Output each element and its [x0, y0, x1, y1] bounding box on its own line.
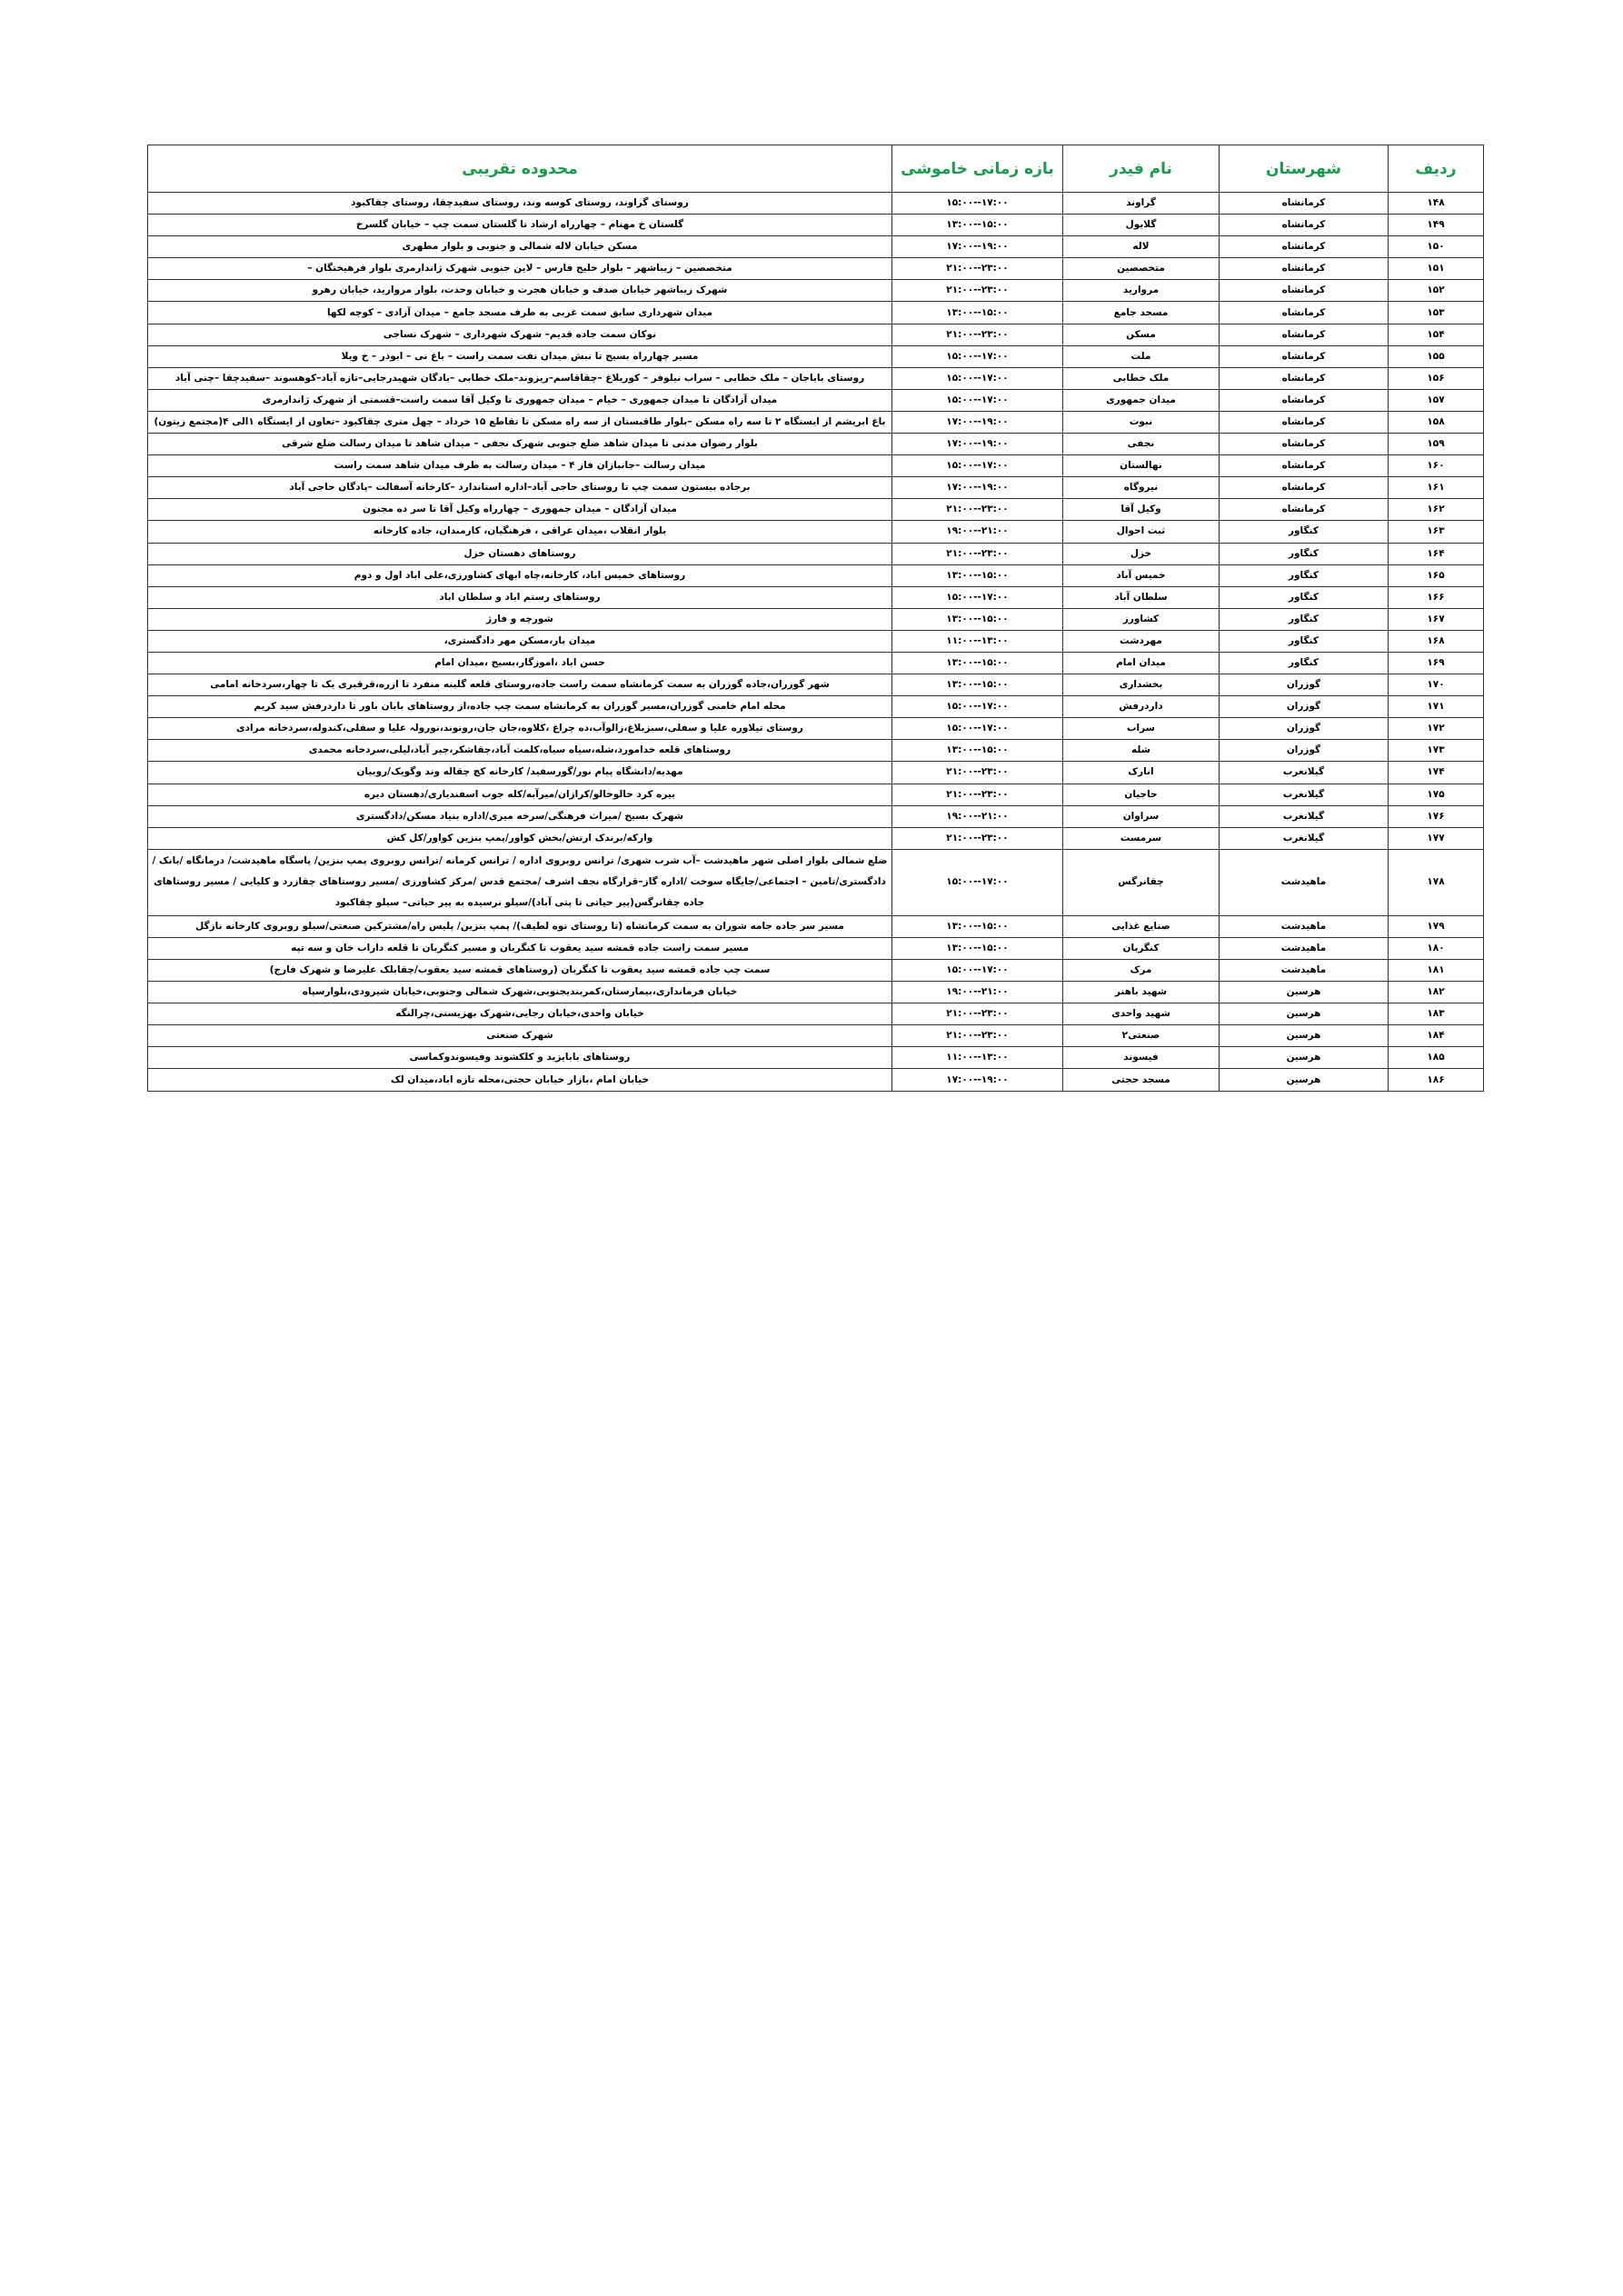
table-row: [148, 937, 1484, 959]
row-number-cell: ۱۶۶: [1389, 586, 1484, 608]
area-cell: روستای گراوند، روستای کوسه وند، روستای سفیدچقا، روستای چقاکبود: [148, 193, 892, 215]
area-cell: خیابان امام ،بازار خیابان حجتی،محله تازه اباد،میدان لک: [148, 1069, 892, 1091]
time-window-cell: ۲۱:۰۰--۲۳:۰۰: [892, 324, 1063, 345]
table-row: [148, 630, 1484, 652]
row-number-cell: ۱۷۴: [1389, 762, 1484, 784]
time-window-cell: ۲۱:۰۰--۲۳:۰۰: [892, 258, 1063, 280]
table-row: [148, 718, 1484, 740]
row-number-cell: ۱۸۴: [1389, 1025, 1484, 1047]
area-cell: بلوار انقلاب ،میدان عراقی ، فرهنگیان، کارمندان، جاده کارخانه: [148, 521, 892, 543]
table-row: [148, 652, 1484, 674]
row-number-cell: ۱۷۹: [1389, 915, 1484, 937]
time-window-cell: ۱۷:۰۰--۱۹:۰۰: [892, 1069, 1063, 1091]
area-cell: میدان بار،مسکن مهر دادگستری،: [148, 630, 892, 652]
area-cell: روستاهای رستم اباد و سلطان اباد: [148, 586, 892, 608]
table-row: [148, 345, 1484, 367]
feeder-name-cell: نجفی: [1063, 434, 1220, 455]
row-number-cell: ۱۷۱: [1389, 696, 1484, 718]
table-row: [148, 740, 1484, 762]
city-cell: کنگاور: [1220, 521, 1389, 543]
feeder-name-cell: سراوان: [1063, 805, 1220, 827]
area-cell: مسیر سمت راست جاده قمشه سید یعقوب تا کنگربان و مسیر کنگربان تا قلعه داراب خان و سه تپه: [148, 937, 892, 959]
row-number-cell: ۱۶۹: [1389, 652, 1484, 674]
time-window-cell: ۲۱:۰۰--۲۳:۰۰: [892, 1025, 1063, 1047]
time-window-cell: ۲۱:۰۰--۲۳:۰۰: [892, 1003, 1063, 1025]
row-number-cell: ۱۸۰: [1389, 937, 1484, 959]
row-number-cell: ۱۶۷: [1389, 608, 1484, 630]
time-window-cell: ۱۱:۰۰--۱۳:۰۰: [892, 1047, 1063, 1069]
area-cell: وارکه/برندک ارتش/بخش کواور/پمپ بنزین کواور/کل کش: [148, 827, 892, 849]
row-number-cell: ۱۸۶: [1389, 1069, 1484, 1091]
table-row: [148, 608, 1484, 630]
row-number-cell: ۱۷۲: [1389, 718, 1484, 740]
area-cell: میدان شهرداری سابق سمت غربی به طرف مسجد جامع – میدان آزادی – کوچه لکها: [148, 302, 892, 324]
city-cell: کرمانشاه: [1220, 215, 1389, 236]
table-body: [148, 193, 1484, 1092]
feeder-name-cell: ثبت احوال: [1063, 521, 1220, 543]
table-row: [148, 586, 1484, 608]
header-feeder-name: نام فیدر: [1063, 145, 1220, 193]
feeder-name-cell: لاله: [1063, 236, 1220, 258]
row-number-cell: ۱۷۰: [1389, 674, 1484, 696]
row-number-cell: ۱۵۰: [1389, 236, 1484, 258]
row-number-cell: ۱۵۶: [1389, 367, 1484, 389]
city-cell: کرمانشاه: [1220, 324, 1389, 345]
time-window-cell: ۱۳:۰۰--۱۵:۰۰: [892, 608, 1063, 630]
feeder-name-cell: ملک خطابی: [1063, 367, 1220, 389]
city-cell: کنگاور: [1220, 652, 1389, 674]
row-number-cell: ۱۵۵: [1389, 345, 1484, 367]
city-cell: کرمانشاه: [1220, 434, 1389, 455]
table-row: [148, 1047, 1484, 1069]
time-window-cell: ۱۵:۰۰--۱۷:۰۰: [892, 696, 1063, 718]
feeder-name-cell: سلطان آباد: [1063, 586, 1220, 608]
feeder-name-cell: حاجیان: [1063, 784, 1220, 805]
header-city: شهرستان: [1220, 145, 1389, 193]
area-cell: نوکان سمت جاده قدیم– شهرک شهرداری – شهرک نساجی: [148, 324, 892, 345]
header-row: [148, 145, 1484, 193]
time-window-cell: ۱۳:۰۰--۱۵:۰۰: [892, 674, 1063, 696]
city-cell: کنگاور: [1220, 543, 1389, 564]
time-window-cell: ۱۵:۰۰--۱۷:۰۰: [892, 849, 1063, 915]
time-window-cell: ۱۳:۰۰--۱۵:۰۰: [892, 652, 1063, 674]
area-cell: شهرک زیباشهر خیابان صدف و خیابان هجرت و خیابان وحدت، بلوار مروارید، خیابان رهرو: [148, 280, 892, 302]
row-number-cell: ۱۵۴: [1389, 324, 1484, 345]
city-cell: کنگاور: [1220, 630, 1389, 652]
city-cell: کرمانشاه: [1220, 499, 1389, 521]
area-cell: متخصصین – زیباشهر – بلوار خلیج فارس – لاین جنوبی شهرک ژاندارمری بلوار فرهیختگان –: [148, 258, 892, 280]
table-row: [148, 302, 1484, 324]
area-cell: ضلع شمالی بلوار اصلی شهر ماهیدشت –آب شرب شهری/ ترانس روبروی اداره / ترانس کرمانه /ترانس روبروی پمپ بنزین/ پاسگاه ماهیدشت/ درمانگاه /بانک /دادگستری/تامین – اجتماعی/جایگاه سوخت /اداره گاز–قرارگاه نجف اشرف /مجتمع قدس /مرکز کشاورزی /مسیر روستاهای چقازرد و کلیایی / مسیر روستاهای جاده چقانرگس(پیر حیاتی تا پتی آباد)/سیلو نرسیده به پیر حیاتی– سیلو چقاکبود: [148, 849, 892, 915]
time-window-cell: ۲۱:۰۰--۲۳:۰۰: [892, 280, 1063, 302]
table-row: [148, 389, 1484, 411]
time-window-cell: ۲۱:۰۰--۲۳:۰۰: [892, 499, 1063, 521]
row-number-cell: ۱۵۱: [1389, 258, 1484, 280]
city-cell: ماهیدشت: [1220, 937, 1389, 959]
row-number-cell: ۱۷۸: [1389, 849, 1484, 915]
time-window-cell: ۱۵:۰۰--۱۷:۰۰: [892, 345, 1063, 367]
row-number-cell: ۱۶۴: [1389, 543, 1484, 564]
row-number-cell: ۱۷۵: [1389, 784, 1484, 805]
table-row: [148, 960, 1484, 982]
feeder-name-cell: نبوت: [1063, 411, 1220, 433]
feeder-name-cell: سرمست: [1063, 827, 1220, 849]
area-cell: محله امام خامنی گوزران،مسیر گوزران به کرمانشاه سمت چپ جاده،از روستاهای بابان باور تا داردرفش سید کریم: [148, 696, 892, 718]
area-cell: برجاده بیستون سمت چپ تا روستای حاجی آباد–اداره استاندارد –کارخانه آسفالت –پادگان حاجی آباد: [148, 477, 892, 499]
city-cell: گیلانغرب: [1220, 762, 1389, 784]
header-approximate-area: محدوده تقریبی: [148, 145, 892, 193]
row-number-cell: ۱۶۵: [1389, 564, 1484, 586]
time-window-cell: ۱۵:۰۰--۱۷:۰۰: [892, 455, 1063, 477]
area-cell: شورچه و فارژ: [148, 608, 892, 630]
area-cell: حسن اباد ،اموزگار،بسیج ،میدان امام: [148, 652, 892, 674]
feeder-name-cell: مسجد جامع: [1063, 302, 1220, 324]
time-window-cell: ۱۳:۰۰--۱۵:۰۰: [892, 937, 1063, 959]
time-window-cell: ۱۵:۰۰--۱۷:۰۰: [892, 389, 1063, 411]
feeder-name-cell: بخشداری: [1063, 674, 1220, 696]
feeder-name-cell: متخصصین: [1063, 258, 1220, 280]
table-row: [148, 1025, 1484, 1047]
row-number-cell: ۱۵۸: [1389, 411, 1484, 433]
city-cell: گوزران: [1220, 718, 1389, 740]
feeder-name-cell: داردرفش: [1063, 696, 1220, 718]
feeder-name-cell: خمیس آباد: [1063, 564, 1220, 586]
table-row: [148, 915, 1484, 937]
outage-schedule-table: [147, 145, 1484, 1092]
row-number-cell: ۱۶۱: [1389, 477, 1484, 499]
time-window-cell: ۱۳:۰۰--۱۵:۰۰: [892, 215, 1063, 236]
time-window-cell: ۱۵:۰۰--۱۷:۰۰: [892, 586, 1063, 608]
table-row: [148, 193, 1484, 215]
feeder-name-cell: مرک: [1063, 960, 1220, 982]
city-cell: ماهیدشت: [1220, 915, 1389, 937]
table-row: [148, 455, 1484, 477]
time-window-cell: ۱۹:۰۰--۲۱:۰۰: [892, 521, 1063, 543]
feeder-name-cell: مروارید: [1063, 280, 1220, 302]
time-window-cell: ۱۳:۰۰--۱۵:۰۰: [892, 915, 1063, 937]
table-row: [148, 521, 1484, 543]
feeder-name-cell: شهید باهنر: [1063, 982, 1220, 1003]
time-window-cell: ۱۷:۰۰--۱۹:۰۰: [892, 434, 1063, 455]
city-cell: هرسین: [1220, 1047, 1389, 1069]
time-window-cell: ۱۳:۰۰--۱۵:۰۰: [892, 564, 1063, 586]
city-cell: هرسین: [1220, 1025, 1389, 1047]
area-cell: روستای تیلاوره علیا و سفلی،سبزبلاغ،زالوآب،ده چراغ ،کلاوه،جان جان،رونوند،نورولہ علیا و سفلی،کندوله،سردخانه مرادی: [148, 718, 892, 740]
time-window-cell: ۱۵:۰۰--۱۷:۰۰: [892, 960, 1063, 982]
header-outage-time-window: بازه زمانی خاموشی: [892, 145, 1063, 193]
city-cell: گوزران: [1220, 674, 1389, 696]
feeder-name-cell: ملت: [1063, 345, 1220, 367]
table-row: [148, 1069, 1484, 1091]
city-cell: کرمانشاه: [1220, 477, 1389, 499]
row-number-cell: ۱۵۲: [1389, 280, 1484, 302]
feeder-name-cell: انارک: [1063, 762, 1220, 784]
city-cell: گوزران: [1220, 696, 1389, 718]
area-cell: مسیر چهارراه بسیج تا نبش میدان نفت سمت راست – باغ نی – ابوذر – خ ویلا: [148, 345, 892, 367]
city-cell: کرمانشاه: [1220, 455, 1389, 477]
table-row: [148, 499, 1484, 521]
area-cell: گلستان خ مهنام – چهارراه ارشاد تا گلستان سمت چپ – خیابان گلسرخ: [148, 215, 892, 236]
table-row: [148, 762, 1484, 784]
time-window-cell: ۱۷:۰۰--۱۹:۰۰: [892, 477, 1063, 499]
row-number-cell: ۱۸۳: [1389, 1003, 1484, 1025]
table-row: [148, 696, 1484, 718]
area-cell: باغ ابریشم از ایستگاه ۲ تا سه راه مسکن –بلوار طاقبستان از سه راه مسکن تا تقاطع ۱۵ خرداد – چهل متری چقاکبود –تعاون از ایستگاه ۱الی ۴(مجتمع زیتون): [148, 411, 892, 433]
table-row: [148, 411, 1484, 433]
area-cell: بلوار رضوان مدنی تا میدان شاهد ضلع جنوبی شهرک نجفی – میدان شاهد تا میدان رسالت ضلع شرقی: [148, 434, 892, 455]
area-cell: خیابان واحدی،خیابان رجایی،شهرک بهزیستی،چرالنگه: [148, 1003, 892, 1025]
area-cell: روستاهای خمیس اباد، کارخانه،چاه ابهای کشاورزی،علی اباد اول و دوم: [148, 564, 892, 586]
time-window-cell: ۲۱:۰۰--۲۳:۰۰: [892, 784, 1063, 805]
table-header: [148, 145, 1484, 193]
table-row: [148, 367, 1484, 389]
feeder-name-cell: خزل: [1063, 543, 1220, 564]
area-cell: مهدیه/دانشگاه پیام نور/گورسفید/ کارخانه کچ چقاله وند وگویک/روبیان: [148, 762, 892, 784]
city-cell: کرمانشاه: [1220, 389, 1389, 411]
city-cell: کنگاور: [1220, 608, 1389, 630]
feeder-name-cell: صنایع غذایی: [1063, 915, 1220, 937]
time-window-cell: ۱۵:۰۰--۱۷:۰۰: [892, 367, 1063, 389]
time-window-cell: ۲۱:۰۰--۲۳:۰۰: [892, 827, 1063, 849]
table-row: [148, 827, 1484, 849]
row-number-cell: ۱۸۵: [1389, 1047, 1484, 1069]
city-cell: کرمانشاه: [1220, 236, 1389, 258]
feeder-name-cell: وکیل آقا: [1063, 499, 1220, 521]
city-cell: گیلانغرب: [1220, 827, 1389, 849]
feeder-name-cell: فیسوند: [1063, 1047, 1220, 1069]
city-cell: کنگاور: [1220, 564, 1389, 586]
area-cell: خیابان فرمانداری،بیمارستان،کمربندیجنوبی،شهرک شمالی وجنوبی،خیابان شیرودی،بلوارسپاه: [148, 982, 892, 1003]
city-cell: گوزران: [1220, 740, 1389, 762]
feeder-name-cell: مهردشت: [1063, 630, 1220, 652]
feeder-name-cell: سراب: [1063, 718, 1220, 740]
time-window-cell: ۲۱:۰۰--۲۳:۰۰: [892, 762, 1063, 784]
area-cell: روستاهای بابایزید و کلکشوند وفیسوندوکماسی: [148, 1047, 892, 1069]
row-number-cell: ۱۵۷: [1389, 389, 1484, 411]
row-number-cell: ۱۴۸: [1389, 193, 1484, 215]
table-row: [148, 215, 1484, 236]
table-row: [148, 477, 1484, 499]
time-window-cell: ۱۷:۰۰--۱۹:۰۰: [892, 236, 1063, 258]
time-window-cell: ۱۵:۰۰--۱۷:۰۰: [892, 718, 1063, 740]
feeder-name-cell: چقانرگس: [1063, 849, 1220, 915]
feeder-name-cell: میدان امام: [1063, 652, 1220, 674]
table-row: [148, 236, 1484, 258]
row-number-cell: ۱۵۳: [1389, 302, 1484, 324]
area-cell: شهرک صنعتی: [148, 1025, 892, 1047]
feeder-name-cell: صنعتی۲: [1063, 1025, 1220, 1047]
area-cell: روستاهای قلعه خدامورد،شله،سیاه سیاه،کلمت آباد،چقاشکر،جبر آباد،لیلی،سردخانه محمدی: [148, 740, 892, 762]
time-window-cell: ۱۵:۰۰--۱۷:۰۰: [892, 193, 1063, 215]
table-row: [148, 849, 1484, 915]
table-row: [148, 674, 1484, 696]
table-row: [148, 982, 1484, 1003]
row-number-cell: ۱۸۲: [1389, 982, 1484, 1003]
city-cell: کنگاور: [1220, 586, 1389, 608]
row-number-cell: ۱۸۱: [1389, 960, 1484, 982]
feeder-name-cell: مسکن: [1063, 324, 1220, 345]
row-number-cell: ۱۶۳: [1389, 521, 1484, 543]
city-cell: کرمانشاه: [1220, 302, 1389, 324]
table-row: [148, 434, 1484, 455]
table-row: [148, 805, 1484, 827]
feeder-name-cell: کشاورز: [1063, 608, 1220, 630]
table-row: [148, 324, 1484, 345]
table-row: [148, 280, 1484, 302]
area-cell: میدان رسالت –جانبازان فاز ۴ – میدان رسالت به طرف میدان شاهد سمت راست: [148, 455, 892, 477]
city-cell: کرمانشاه: [1220, 193, 1389, 215]
time-window-cell: ۱۹:۰۰--۲۱:۰۰: [892, 982, 1063, 1003]
feeder-name-cell: نهالستان: [1063, 455, 1220, 477]
table-row: [148, 543, 1484, 564]
city-cell: کرمانشاه: [1220, 258, 1389, 280]
feeder-name-cell: نیروگاه: [1063, 477, 1220, 499]
time-window-cell: ۱۳:۰۰--۱۵:۰۰: [892, 740, 1063, 762]
area-cell: مسکن خیابان لاله شمالی و جنوبی و بلوار مطهری: [148, 236, 892, 258]
feeder-name-cell: مسجد حجتی: [1063, 1069, 1220, 1091]
city-cell: گیلانغرب: [1220, 805, 1389, 827]
area-cell: مسیر سر جاده جامه شوران به سمت کرمانشاه (تا روستای نوه لطیف)/ پمپ بنزین/ پلیس راه/مشترکین صنعتی/سیلو روبروی کارخانه نازگل: [148, 915, 892, 937]
time-window-cell: ۲۱:۰۰--۲۳:۰۰: [892, 543, 1063, 564]
feeder-name-cell: گراوند: [1063, 193, 1220, 215]
area-cell: روستای باباجان – ملک خطابی – سراب نیلوفر – کوریلاغ –چقاقاسم–ریزوند–ملک خطابی –بادگان شهیدرجایی–تازه آباد–کوهسوند –سفیدچقا –چنی آباد: [148, 367, 892, 389]
area-cell: سمت چپ جاده قمشه سید یعقوب تا کنگربان (روستاهای قمشه سید یعقوب/چقابلک علیرضا و شهرک فارج): [148, 960, 892, 982]
city-cell: هرسین: [1220, 1003, 1389, 1025]
area-cell: بیره کرد خالوخالو/کرازان/میرآبه/کله جوب اسفندیاری/دهستان دیره: [148, 784, 892, 805]
city-cell: هرسین: [1220, 982, 1389, 1003]
header-row-number: ردیف: [1389, 145, 1484, 193]
time-window-cell: ۱۳:۰۰--۱۵:۰۰: [892, 302, 1063, 324]
table-row: [148, 258, 1484, 280]
city-cell: ماهیدشت: [1220, 849, 1389, 915]
city-cell: گیلانغرب: [1220, 784, 1389, 805]
area-cell: میدان آزادگان – میدان جمهوری – چهارراه وکیل آقا تا سر ده مجنون: [148, 499, 892, 521]
row-number-cell: ۱۷۳: [1389, 740, 1484, 762]
row-number-cell: ۱۶۰: [1389, 455, 1484, 477]
area-cell: شهر گوزران،جاده گوزران به سمت کرمانشاه سمت راست جاده،روستای قلعه گلینه منفرد تا ازره،قرقبری یک تا چهار،سردخانه امامی: [148, 674, 892, 696]
city-cell: هرسین: [1220, 1069, 1389, 1091]
area-cell: روستاهای دهستان خزل: [148, 543, 892, 564]
feeder-name-cell: گلایول: [1063, 215, 1220, 236]
feeder-name-cell: میدان جمهوری: [1063, 389, 1220, 411]
city-cell: کرمانشاه: [1220, 411, 1389, 433]
row-number-cell: ۱۷۶: [1389, 805, 1484, 827]
feeder-name-cell: شهید واحدی: [1063, 1003, 1220, 1025]
outage-schedule-sheet: [147, 145, 1483, 1092]
row-number-cell: ۱۵۹: [1389, 434, 1484, 455]
area-cell: شهرک بسیج /میراث فرهنگی/سرخه میری/اداره بنیاد مسکن/دادگستری: [148, 805, 892, 827]
area-cell: میدان آزادگان تا میدان جمهوری – خیام – میدان جمهوری تا وکیل آقا سمت راست–قسمتی از شهرک ژاندارمری: [148, 389, 892, 411]
city-cell: کرمانشاه: [1220, 345, 1389, 367]
city-cell: کرمانشاه: [1220, 280, 1389, 302]
row-number-cell: ۱۴۹: [1389, 215, 1484, 236]
feeder-name-cell: کنگربان: [1063, 937, 1220, 959]
city-cell: ماهیدشت: [1220, 960, 1389, 982]
time-window-cell: ۱۹:۰۰--۲۱:۰۰: [892, 805, 1063, 827]
feeder-name-cell: شله: [1063, 740, 1220, 762]
row-number-cell: ۱۶۲: [1389, 499, 1484, 521]
table-row: [148, 564, 1484, 586]
table-row: [148, 1003, 1484, 1025]
city-cell: کرمانشاه: [1220, 367, 1389, 389]
row-number-cell: ۱۶۸: [1389, 630, 1484, 652]
table-row: [148, 784, 1484, 805]
row-number-cell: ۱۷۷: [1389, 827, 1484, 849]
time-window-cell: ۱۱:۰۰--۱۳:۰۰: [892, 630, 1063, 652]
time-window-cell: ۱۷:۰۰--۱۹:۰۰: [892, 411, 1063, 433]
